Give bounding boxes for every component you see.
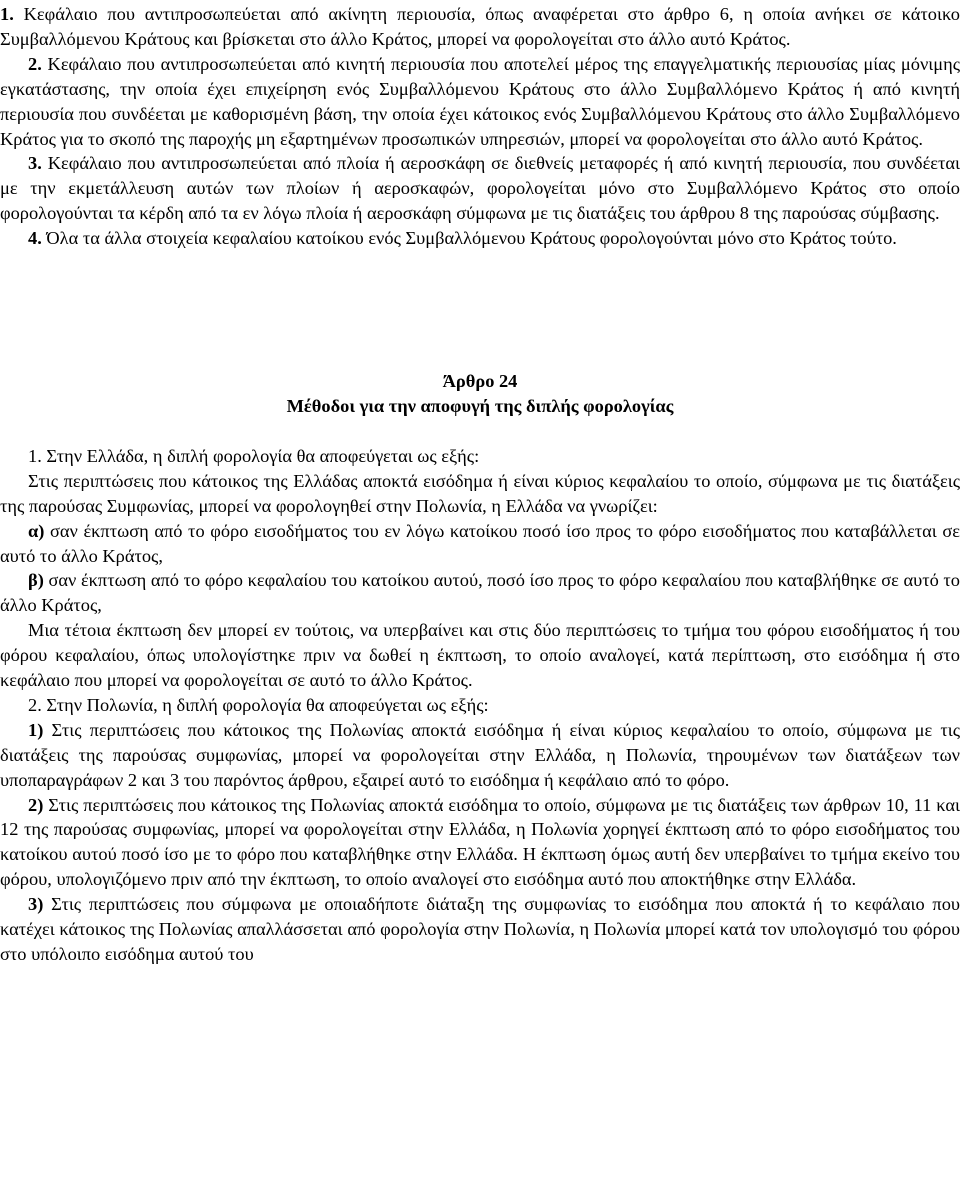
list-item-marker: 2) — [28, 794, 44, 815]
paragraph-number: 4. — [28, 228, 42, 249]
list-item-text: Στις περιπτώσεις που κάτοικος της Πολωνίας αποκτά εισόδημα ή είναι κύριος κεφαλαίου το οποίο, σύμφωνα με τις διατάξεις της παρούσας συμφωνίας, μπορεί να φορολογείται στην Ελλάδα, η Πολωνία, τηρουμένων των διατάξεων των υποπαραγράφων 2 και 3 του παρόντος άρθρου, εξαιρεί αυτό το εισόδημα ή κεφάλαιο από το φόρο. — [0, 719, 960, 790]
paragraph-capital-4 — [0, 226, 960, 251]
list-item-2 — [0, 793, 960, 893]
list-item-marker: α) — [28, 520, 45, 541]
list-item-text: σαν έκπτωση από το φόρο κεφαλαίου του κατοίκου αυτού, ποσό ίσο προς το φόρο κεφαλαίου που καταβλήθηκε σε αυτό το άλλο Κράτος, — [0, 570, 960, 616]
paragraph-greece-cases: Στις περιπτώσεις που κάτοικος της Ελλάδας αποκτά εισόδημα ή είναι κύριος κεφαλαίου το οποίο, σύμφωνα με τις διατάξεις της παρούσας Συμφωνίας, μπορεί να φορολογηθεί στην Πολωνία, η Ελλάδα να γνωρίζει: — [0, 470, 960, 516]
list-item-a — [0, 519, 960, 569]
list-item-3 — [0, 892, 960, 967]
list-item-text: σαν έκπτωση από το φόρο εισοδήματος του εν λόγω κατοίκου ποσό ίσο προς το φόρο εισοδήματος που καταβάλλεται σε αυτό το άλλο Κράτος, — [0, 520, 960, 566]
list-item-marker: 3) — [28, 894, 44, 915]
list-item-marker: 1) — [28, 719, 44, 740]
paragraph-text: Κεφάλαιο που αντιπροσωπεύεται από ακίνητη περιουσία, όπως αναφέρεται στο άρθρο 6, η οποία ανήκει σε κάτοικο Συμβαλλόμενου Κράτους και βρίσκεται στο άλλο Κράτος, μπορεί να φορολογείται στο άλλο αυτό Κράτος. — [0, 4, 960, 49]
list-item-b — [0, 568, 960, 618]
paragraph-text: Κεφάλαιο που αντιπροσωπεύεται από κινητή περιουσία που αποτελεί μέρος της επαγγελματικής περιουσίας μίας μόνιμης εγκατάστασης, την οποία έχει επιχείρηση ενός Συμβαλλόμενου Κράτους στο άλλο Συμβαλλόμενο Κράτος ή από κινητή περιουσία που συνδέεται με καθορισμένη βάση, την οποία έχει κάτοικος ενός Συμβαλλόμενου Κράτους στο άλλο Συμβαλλόμενο Κράτος για το σκοπό της παροχής μη εξαρτημένων προσωπικών υπηρεσιών, μπορεί να φορολογείται στο άλλο αυτό Κράτος. — [0, 53, 960, 149]
paragraph-number: 3. — [28, 153, 42, 174]
article-title: Μέθοδοι για την αποφυγή της διπλής φορολογίας — [286, 395, 674, 416]
paragraph-number: 1. — [0, 4, 14, 24]
list-item-text: Στις περιπτώσεις που κάτοικος της Πολωνίας αποκτά εισόδημα το οποίο, σύμφωνα με τις διατάξεις των άρθρων 10, 11 και 12 της παρούσας συμφωνίας, μπορεί να φορολογείται στην Ελλάδα, η Πολωνία χορηγεί έκπτωση από το φόρο εισοδήματος του κατοίκου αυτού ποσό ίσο με το φόρο που καταβλήθηκε στην Ελλάδα. Η έκπτωση όμως αυτή δεν υπερβαίνει το τμήμα εκείνο του φόρου, υπολογιζόμενο πριν από την έκπτωση, το οποίο αναλογεί στο εισόδημα αυτό που αποκτήθηκε στην Ελλάδα. — [0, 794, 960, 890]
heading-spacer — [0, 419, 960, 444]
paragraph-poland-intro: 2. Στην Πολωνία, η διπλή φορολογία θα αποφεύγεται ως εξής: — [28, 694, 489, 715]
paragraph-capital-3 — [0, 151, 960, 226]
paragraph-text: Κεφάλαιο που αντιπροσωπεύεται από πλοία ή αεροσκάφη σε διεθνείς μεταφορές ή από κινητή περιουσία, που συνδέεται με την εκμετάλλευση αυτών των πλοίων ή αεροσκαφών, φορολογείται μόνο στο Συμβαλλόμενο Κράτος στο οποίο φορολογούνται τα κέρδη από τα εν λόγω πλοία ή αεροσκάφη σύμφωνα με τις διατάξεις του άρθρου 8 της παρούσας σύμβασης. — [0, 153, 960, 224]
section-spacer — [0, 251, 960, 369]
paragraph-number: 2. — [28, 53, 42, 74]
document-page — [0, 2, 960, 1188]
list-item-text: Στις περιπτώσεις που σύμφωνα με οποιαδήποτε διάταξη της συμφωνίας το εισόδημα που αποκτά ή το κεφάλαιο που κατέχει κάτοικος της Πολωνίας απαλλάσσεται από φορολογία στην Πολωνία, η Πολωνία μπορεί κατά τον υπολογισμό του φόρου στο υπόλοιπο εισόδημα αυτού του — [0, 894, 960, 964]
list-item-marker: β) — [28, 570, 44, 591]
paragraph-greece-intro: 1. Στην Ελλάδα, η διπλή φορολογία θα αποφεύγεται ως εξής: — [28, 445, 480, 466]
paragraph-capital-2 — [0, 52, 960, 152]
paragraph-text: Όλα τα άλλα στοιχεία κεφαλαίου κατοίκου ενός Συμβαλλόμενου Κράτους φορολογούνται μόνο στο Κράτος τούτο. — [41, 228, 897, 249]
list-item-1 — [0, 718, 960, 793]
paragraph-greece-limit: Μια τέτοια έκπτωση δεν μπορεί εν τούτοις, να υπερβαίνει και στις δύο περιπτώσεις το τμήμα του φόρου εισοδήματος ή του φόρου κεφαλαίου, όπως υπολογίστηκε πριν να δωθεί η έκπτωση, το οποίο αναλογεί, κατά περίπτωση, στο εισόδημα ή στο κεφάλαιο που μπορεί να φορολογείται σε αυτό το άλλο Κράτος. — [0, 620, 960, 691]
article-number: Άρθρο 24 — [442, 371, 518, 392]
paragraph-capital-1 — [0, 2, 960, 52]
